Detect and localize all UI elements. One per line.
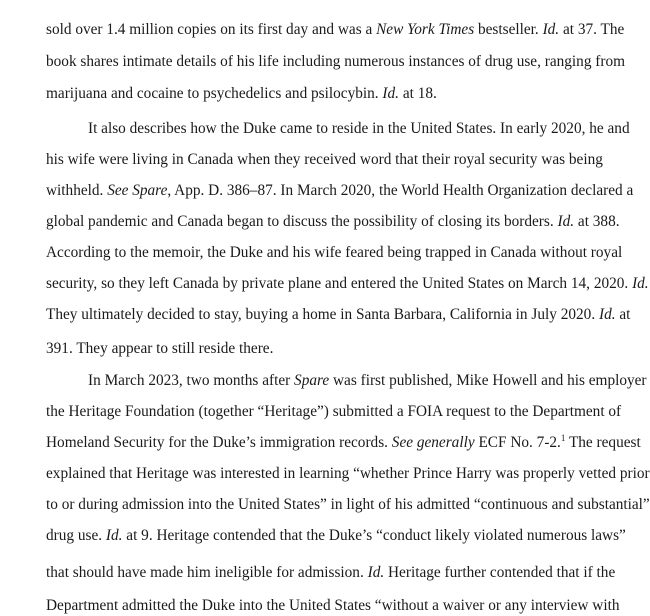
text-run: his wife were living in Canada when they received word that their royal security was being (46, 151, 603, 168)
text-line (46, 464, 650, 484)
text-line (46, 495, 650, 515)
text-line (46, 274, 649, 294)
italic-text: Id. (105, 527, 123, 544)
text-line (46, 20, 625, 40)
text-line (46, 402, 622, 422)
text-line (46, 305, 631, 325)
footnote-marker: 1 (560, 432, 566, 443)
text-run: at (615, 306, 631, 323)
italic-text: Id. (542, 21, 560, 38)
italic-text: Id. (367, 564, 385, 581)
text-run: It also describes how the Duke came to reside in the United States. In early 2020, he and (88, 120, 630, 137)
italic-text: New York Times (376, 21, 475, 38)
text-run: the Heritage Foundation (together “Heritage”) submitted a FOIA request to the Department of (46, 403, 622, 420)
text-line (46, 52, 626, 72)
italic-text: Id. (598, 306, 616, 323)
text-run: 391. They appear to still reside there. (46, 340, 274, 357)
italic-text: Id. (557, 213, 575, 230)
text-run: Homeland Security for the Duke’s immigration records. (46, 434, 392, 451)
text-line (46, 596, 620, 616)
text-line (46, 526, 626, 546)
text-run: marijuana and cocaine to psychedelics and psilocybin. (46, 85, 383, 102)
text-run: to or during admission into the United States” in light of his admitted “continuous and substantial” (46, 496, 650, 513)
italic-text: Spare (294, 372, 330, 389)
text-line (46, 181, 634, 201)
text-line (46, 150, 603, 170)
text-run: at 18. (399, 85, 437, 102)
text-line (88, 371, 647, 391)
italic-text: See Spare (107, 182, 168, 199)
text-line (46, 243, 623, 263)
text-run: global pandemic and Canada began to discuss the possibility of closing its borders. (46, 213, 558, 230)
text-run: sold over 1.4 million copies on its first day and was a (46, 21, 377, 38)
italic-text: See generally (391, 434, 475, 451)
text-run: that should have made him ineligible for admission. (46, 564, 368, 581)
text-run: ECF No. 7-2. (474, 434, 561, 451)
text-run: at 9. Heritage contended that the Duke’s “conduct likely violated numerous laws” (122, 527, 626, 544)
text-line (46, 339, 583, 359)
text-run: drug use. (46, 527, 106, 544)
text-run: The request (565, 434, 641, 451)
text-run: withheld. (46, 182, 108, 199)
text-run: explained that Heritage was interested in learning “whether Prince Harry was properly vetted prior (46, 465, 650, 482)
italic-text: Id. (382, 85, 399, 102)
text-run: security, so they left Canada by private plane and entered the United States on March 14, 2020. (46, 275, 633, 292)
text-line (88, 119, 630, 139)
text-run: Department admitted the Duke into the United States “without a waiver or any interview with (46, 597, 620, 614)
text-run: at 37. The (559, 21, 625, 38)
text-run: Heritage further contended that if the (384, 564, 616, 581)
text-run: They ultimately decided to stay, buying a home in Santa Barbara, California in July 2020. (46, 306, 599, 323)
text-run: bestseller. (474, 21, 543, 38)
text-run: book shares intimate details of his life including numerous instances of drug use, ranging from (46, 53, 626, 70)
text-run: at 388. (574, 213, 620, 230)
text-line (46, 563, 616, 583)
text-run: was first published, Mike Howell and his employer (329, 372, 647, 389)
text-run: According to the memoir, the Duke and his wife feared being trapped in Canada without royal (46, 244, 623, 261)
text-line (46, 432, 641, 453)
text-line (46, 212, 620, 232)
text-line (46, 84, 583, 104)
text-run: In March 2023, two months after (88, 372, 295, 389)
italic-text: Id. (632, 275, 649, 292)
text-run: , App. D. 386–87. In March 2020, the World Health Organization declared a (167, 182, 634, 199)
